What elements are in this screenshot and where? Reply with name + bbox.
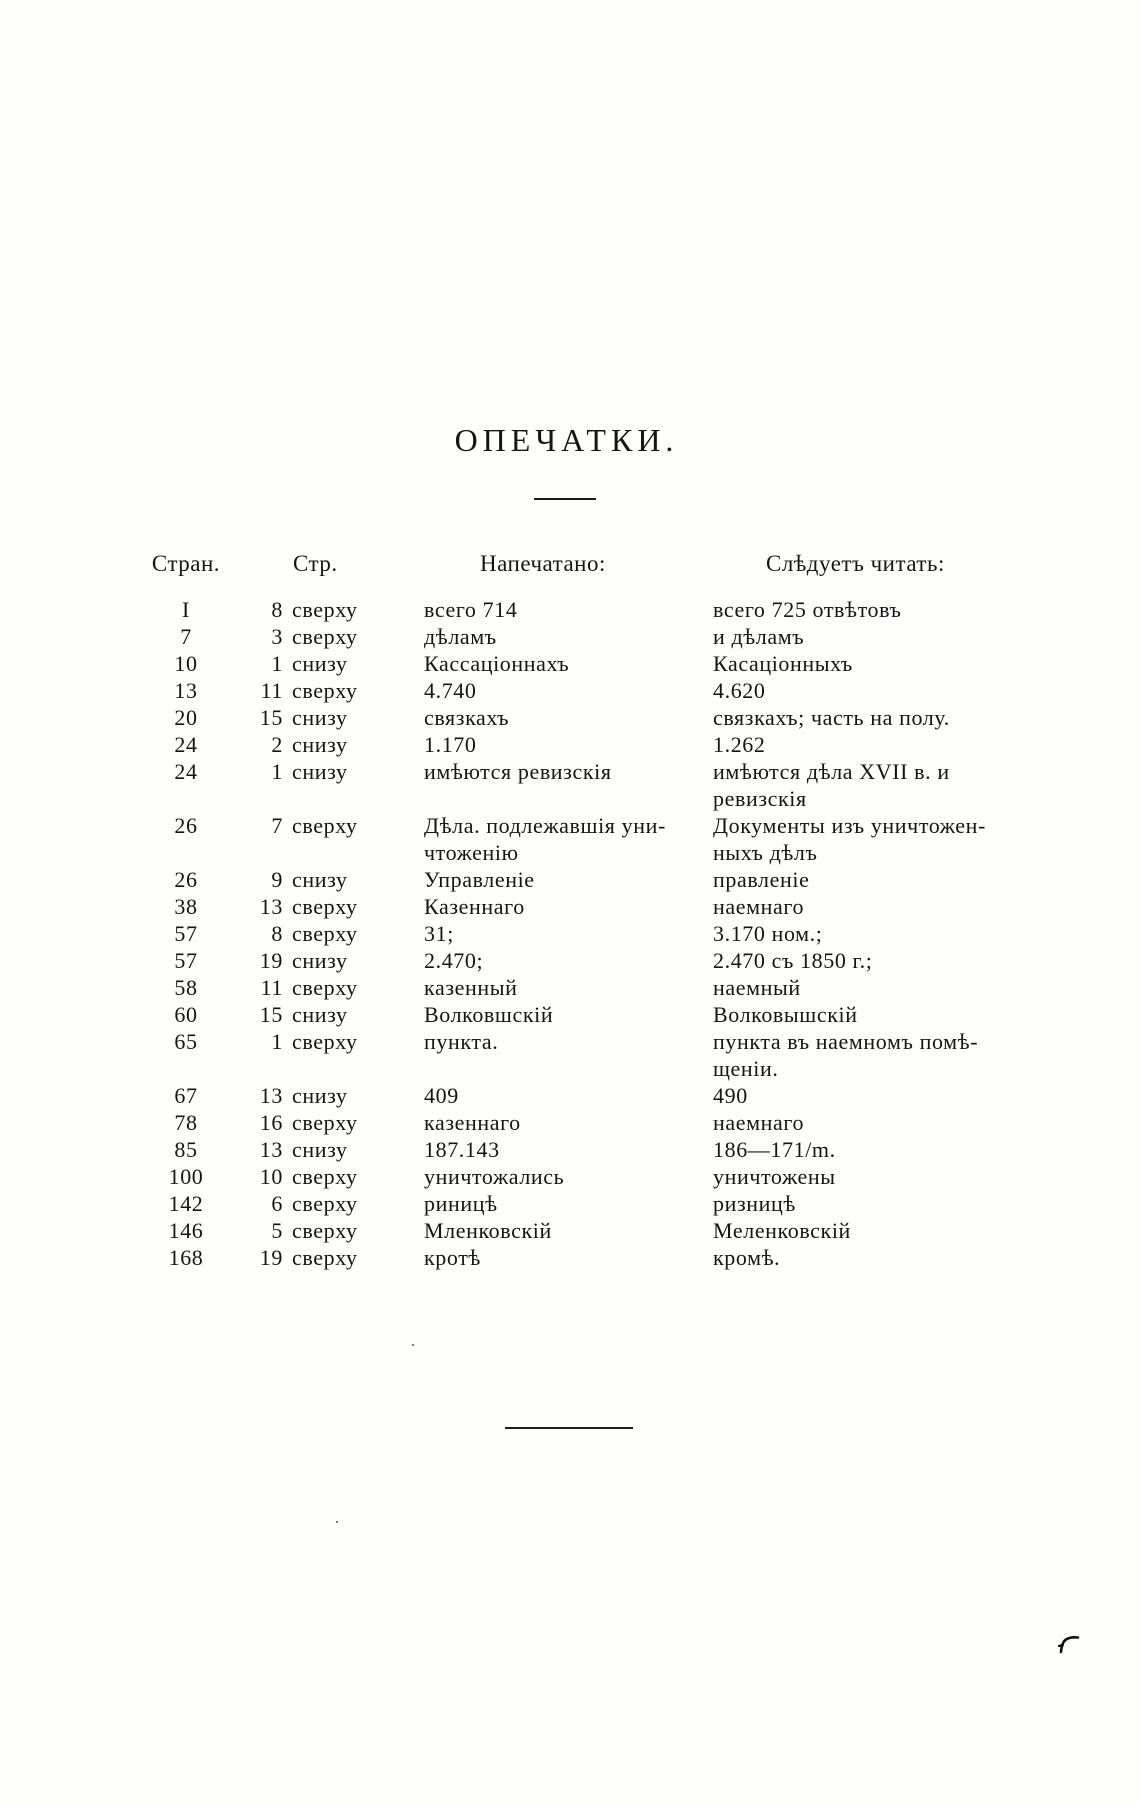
errata-row (140, 1109, 1140, 1136)
page-number: 142 (168, 1191, 204, 1216)
page-number: 20 (174, 705, 198, 730)
correction-text (713, 596, 1033, 623)
correction-text (713, 677, 1033, 704)
line-position: снизу (292, 1083, 348, 1108)
correction-line: 490 (713, 1083, 748, 1108)
printed-line: Волковшскій (424, 1002, 554, 1027)
correction-line: Касаціонныхъ (713, 651, 853, 676)
line-position: снизу (292, 759, 348, 784)
printed-line: уничтожались (424, 1164, 565, 1189)
printed-line: казенный (424, 975, 518, 1000)
line-position: снизу (292, 867, 348, 892)
printed-text (424, 731, 713, 758)
correction-text (713, 1082, 1033, 1109)
printed-line: Управленіе (424, 867, 535, 892)
printed-line: Мленковскій (424, 1218, 552, 1243)
errata-row (140, 1028, 1140, 1082)
printed-text (424, 1163, 713, 1190)
correction-line: наемнаго (713, 894, 805, 919)
line-position: сверху (292, 1191, 358, 1216)
errata-row (140, 596, 1140, 623)
printed-line: кротѣ (424, 1245, 481, 1270)
correction-text (713, 1190, 1033, 1217)
line-number: 16 (259, 1110, 283, 1135)
correction-line: 186—171/m. (713, 1137, 836, 1162)
printed-line: чтоженію (424, 840, 519, 865)
correction-line: ревизскія (713, 786, 807, 811)
correction-text (713, 893, 1033, 920)
correction-line: имѣются дѣла XVII в. и (713, 759, 950, 784)
errata-row (140, 920, 1140, 947)
page-title: ОПЕЧАТКИ. (454, 422, 679, 458)
page-number: 65 (174, 1029, 198, 1054)
line-position: снизу (292, 948, 348, 973)
printed-line: 31; (424, 921, 454, 946)
line-position: снизу (292, 651, 348, 676)
line-number: 11 (260, 678, 283, 703)
line-number: 5 (271, 1218, 283, 1243)
line-number: 13 (259, 1137, 283, 1162)
printed-text (424, 623, 713, 650)
header-page: Стран. (151, 551, 221, 576)
printed-line: связкахъ (424, 705, 510, 730)
page-number: 85 (174, 1137, 198, 1162)
line-number: 6 (271, 1191, 283, 1216)
line-number: 15 (259, 1002, 283, 1027)
line-position: сверху (292, 624, 358, 649)
line-number: 19 (259, 1245, 283, 1270)
correction-line: уничтожены (713, 1164, 836, 1189)
errata-table (0, 596, 1140, 1271)
line-position: сверху (292, 1110, 358, 1135)
printed-text (424, 1217, 713, 1244)
correction-text (713, 623, 1033, 650)
line-number: 19 (259, 948, 283, 973)
line-position: снизу (292, 1137, 348, 1162)
line-number: 13 (259, 894, 283, 919)
line-position: сверху (292, 1164, 358, 1189)
correction-line: связкахъ; часть на полу. (713, 705, 950, 730)
page-number: 146 (168, 1218, 204, 1243)
printed-text (424, 947, 713, 974)
page-number: 100 (168, 1164, 204, 1189)
line-position: снизу (292, 1002, 348, 1027)
line-position: сверху (292, 597, 358, 622)
stray-ink-mark (1056, 1632, 1080, 1654)
printed-text (424, 1109, 713, 1136)
printed-line: риницѣ (424, 1191, 498, 1216)
page-number: 10 (174, 651, 198, 676)
printed-line: дѣламъ (424, 624, 497, 649)
title-rule (534, 498, 596, 500)
correction-text (713, 758, 1033, 812)
correction-text (713, 920, 1033, 947)
errata-row (140, 1082, 1140, 1109)
line-number: 2 (271, 732, 283, 757)
page-number: 67 (174, 1083, 198, 1108)
page-number: 168 (168, 1245, 204, 1270)
errata-row (140, 731, 1140, 758)
errata-row (140, 893, 1140, 920)
errata-row (140, 1001, 1140, 1028)
errata-row (140, 812, 1140, 866)
line-position: сверху (292, 1245, 358, 1270)
errata-row (140, 704, 1140, 731)
printed-text (424, 1244, 713, 1271)
printed-text (424, 677, 713, 704)
page-number: 13 (174, 678, 198, 703)
correction-line: пункта въ наемномъ помѣ- (713, 1029, 979, 1054)
printed-line: 1.170 (424, 732, 477, 757)
correction-text (713, 866, 1033, 893)
printed-text (424, 920, 713, 947)
header-line: Стр. (293, 551, 338, 576)
page-number: 7 (180, 624, 192, 649)
errata-row (140, 866, 1140, 893)
correction-text (713, 1136, 1033, 1163)
line-number: 11 (260, 975, 283, 1000)
ink-speck (412, 1344, 414, 1346)
correction-text (713, 1001, 1033, 1028)
page-number: 58 (174, 975, 198, 1000)
header-should-read: Слѣдуетъ читать: (766, 551, 945, 576)
printed-text (424, 866, 713, 893)
page-number: 26 (174, 867, 198, 892)
page-number: 26 (174, 813, 198, 838)
errata-row (140, 1136, 1140, 1163)
bottom-rule (505, 1427, 633, 1429)
correction-line: 4.620 (713, 678, 766, 703)
correction-line: 2.470 съ 1850 г.; (713, 948, 873, 973)
correction-text (713, 1163, 1033, 1190)
line-number: 10 (259, 1164, 283, 1189)
correction-line: ныхъ дѣлъ (713, 840, 818, 865)
page-number: 57 (174, 921, 198, 946)
line-position: сверху (292, 813, 358, 838)
errata-row (140, 650, 1140, 677)
printed-line: 187.143 (424, 1137, 500, 1162)
printed-line: Казеннаго (424, 894, 525, 919)
correction-text (713, 1217, 1033, 1244)
errata-row (140, 758, 1140, 812)
correction-line: ризницѣ (713, 1191, 796, 1216)
line-number: 1 (271, 1029, 283, 1054)
printed-text (424, 812, 713, 866)
correction-text (713, 1244, 1033, 1271)
correction-line: Документы изъ уничтожен- (713, 813, 986, 838)
correction-line: Волковышскій (713, 1002, 858, 1027)
printed-text (424, 893, 713, 920)
correction-line: 1.262 (713, 732, 766, 757)
printed-text (424, 650, 713, 677)
correction-text (713, 974, 1033, 1001)
printed-line: пункта. (424, 1029, 499, 1054)
printed-text (424, 974, 713, 1001)
printed-line: Кассаціоннахъ (424, 651, 570, 676)
correction-line: щеніи. (713, 1056, 779, 1081)
printed-line: всего 714 (424, 597, 518, 622)
printed-text (424, 1082, 713, 1109)
correction-line: наемнаго (713, 1110, 805, 1135)
printed-text (424, 1028, 713, 1055)
errata-row (140, 947, 1140, 974)
correction-text (713, 731, 1033, 758)
correction-line: наемный (713, 975, 801, 1000)
printed-text (424, 1190, 713, 1217)
page-number: 24 (174, 732, 198, 757)
line-position: сверху (292, 1029, 358, 1054)
page-number: 38 (174, 894, 198, 919)
errata-row (140, 1190, 1140, 1217)
line-number: 13 (259, 1083, 283, 1108)
page-number: 24 (174, 759, 198, 784)
printed-text (424, 596, 713, 623)
printed-text (424, 1001, 713, 1028)
correction-line: Меленковскій (713, 1218, 851, 1243)
errata-row (140, 974, 1140, 1001)
page-number: 57 (174, 948, 198, 973)
errata-row (140, 677, 1140, 704)
correction-text (713, 1028, 1033, 1082)
correction-line: правленіе (713, 867, 810, 892)
header-printed: Напечатано: (480, 551, 606, 576)
correction-text (713, 1109, 1033, 1136)
line-number: 15 (259, 705, 283, 730)
printed-line: 4.740 (424, 678, 477, 703)
line-number: 8 (271, 921, 283, 946)
printed-text (424, 1136, 713, 1163)
line-number: 1 (271, 651, 283, 676)
errata-row (140, 1163, 1140, 1190)
printed-line: 2.470; (424, 948, 484, 973)
line-position: снизу (292, 732, 348, 757)
line-number: 9 (271, 867, 283, 892)
correction-text (713, 947, 1033, 974)
errata-row (140, 623, 1140, 650)
printed-line: казеннаго (424, 1110, 521, 1135)
correction-line: кромѣ. (713, 1245, 781, 1270)
page-number: 78 (174, 1110, 198, 1135)
correction-text (713, 812, 1033, 866)
line-position: сверху (292, 678, 358, 703)
page-number: 60 (174, 1002, 198, 1027)
correction-line: всего 725 отвѣтовъ (713, 597, 902, 622)
printed-line: Дѣла. подлежавшія уни- (424, 813, 666, 838)
printed-text (424, 704, 713, 731)
printed-line: имѣются ревизскія (424, 759, 612, 784)
correction-text (713, 650, 1033, 677)
correction-line: 3.170 ном.; (713, 921, 823, 946)
line-position: снизу (292, 705, 348, 730)
page-number: I (182, 597, 190, 622)
printed-text (424, 758, 713, 785)
line-position: сверху (292, 975, 358, 1000)
line-number: 1 (271, 759, 283, 784)
line-position: сверху (292, 921, 358, 946)
line-position: сверху (292, 1218, 358, 1243)
line-number: 3 (271, 624, 283, 649)
correction-line: и дѣламъ (713, 624, 805, 649)
errata-row (140, 1244, 1140, 1271)
line-position: сверху (292, 894, 358, 919)
errata-row (140, 1217, 1140, 1244)
line-number: 8 (271, 597, 283, 622)
printed-line: 409 (424, 1083, 459, 1108)
correction-text (713, 704, 1033, 731)
ink-speck (336, 1521, 338, 1523)
line-number: 7 (271, 813, 283, 838)
